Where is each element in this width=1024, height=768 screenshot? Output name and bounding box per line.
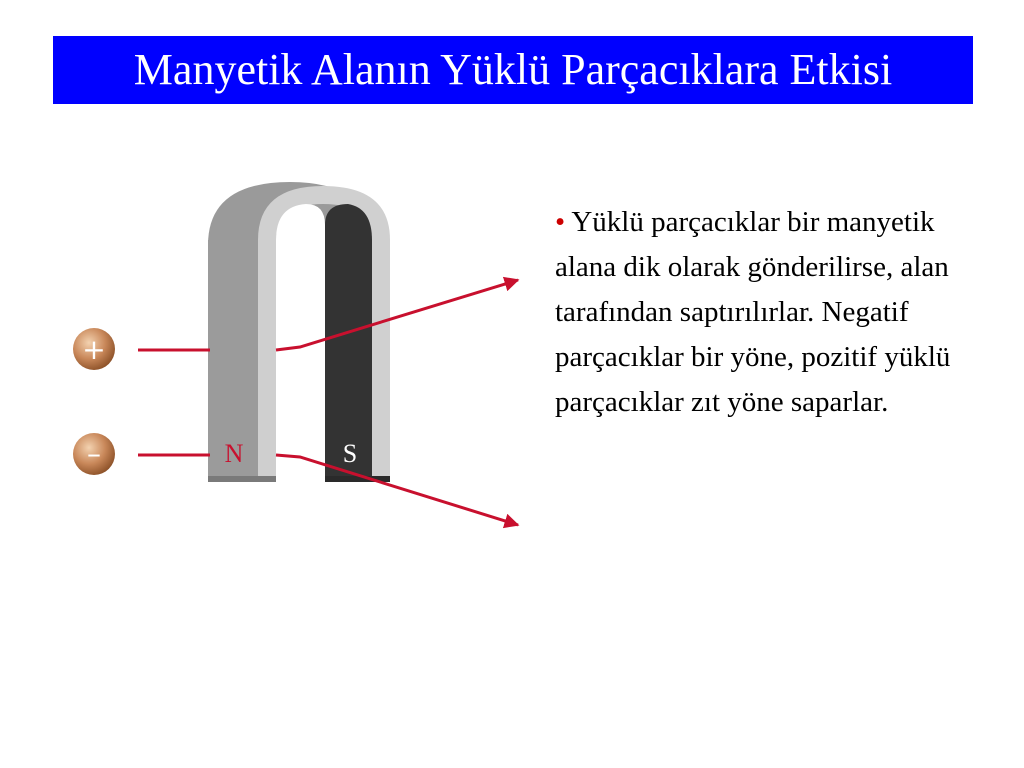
slide-title: Manyetik Alanın Yüklü Parçacıklara Etkisi — [133, 45, 893, 94]
negative-charge-symbol: – — [87, 437, 101, 470]
north-leg-base — [208, 476, 276, 482]
north-pole-face — [258, 240, 276, 480]
bullet-text: Yüklü parçacıklar bir manyetik alana dik olarak gönderilirse, alan tarafından saptırılırlar. Negatif parçacıklar bir yöne, pozitif yüklü parçacıklar zıt yöne saparlar. — [555, 206, 951, 418]
negative-charge — [73, 433, 115, 475]
bullet-text-block — [555, 200, 985, 425]
horseshoe-magnet — [208, 182, 390, 482]
bullet-marker: • — [555, 206, 566, 238]
negative-particle-path — [138, 455, 518, 525]
positive-charge — [73, 328, 115, 370]
positive-charge-symbol: + — [82, 333, 106, 366]
south-pole-label: S — [342, 439, 358, 468]
north-pole-label: N — [224, 439, 244, 468]
